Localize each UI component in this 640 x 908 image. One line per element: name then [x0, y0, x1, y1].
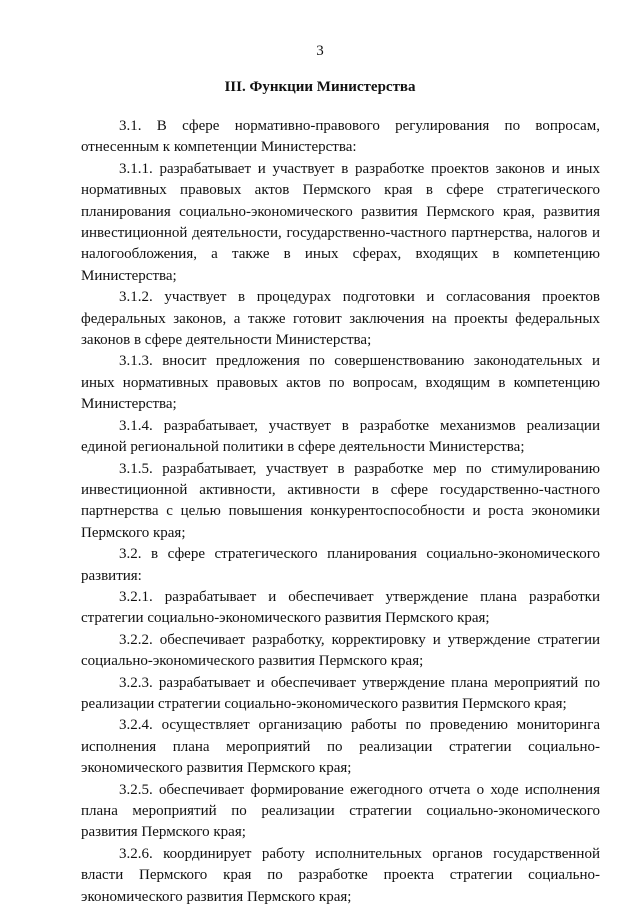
paragraph-3-2-4: 3.2.4. осуществляет организацию работы по проведению мониторинга исполнения плана мероприятий по реализации стратегии социально-экономического развития Пермского края; [81, 717, 600, 777]
paragraph-3-1-4: 3.1.4. разрабатывает, участвует в разработке механизмов реализации единой региональной политики в сфере деятельности Министерства; [81, 417, 600, 456]
paragraph-3-2-3: 3.2.3. разрабатывает и обеспечивает утверждение плана мероприятий по реализации стратегии социально-экономического развития Пермского края; [81, 674, 600, 712]
paragraph-3-1-1: 3.1.1. разрабатывает и участвует в разработке проектов законов и иных нормативных правовых актов Пермского края в сфере стратегического планирования социально-экономического развития Пермского края, развития инвестиционной деятельности, государственно-частного партнерства, налогов и налогообложения, а также в иных сферах, входящих в компетенцию Министерства; [81, 160, 600, 284]
paragraph-3-1: 3.1. В сфере нормативно-правового регулирования по вопросам, отнесенным к компетенции Министерства: [81, 118, 600, 156]
paragraph-3-2-2: 3.2.2. обеспечивает разработку, корректировку и утверждение стратегии социально-экономического развития Пермского края; [81, 631, 600, 670]
paragraph-3-2: 3.2. в сфере стратегического планирования социально-экономического развития: [81, 546, 600, 584]
paragraph-3-1-3: 3.1.3. вносит предложения по совершенствованию законодательных и иных нормативных правовых актов по вопросам, входящим в компетенцию Министерства; [81, 353, 600, 413]
document-body [81, 116, 600, 908]
paragraph-3-2-5: 3.2.5. обеспечивает формирование ежегодного отчета о ходе исполнения плана мероприятий по реализации стратегии социально-экономического развития Пермского края; [81, 781, 600, 841]
paragraph-3-1-2: 3.1.2. участвует в процедурах подготовки и согласования проектов федеральных законов, а также готовит заключения на проекты федеральных законов в сфере деятельности Министерства; [81, 289, 600, 349]
paragraph-3-2-6: 3.2.6. координирует работу исполнительных органов государственной власти Пермского края по разработке проекта стратегии социально-экономического развития Пермского края; [81, 845, 600, 905]
paragraph-3-1-5: 3.1.5. разрабатывает, участвует в разработке мер по стимулированию инвестиционной активности, активности в сфере государственно-частного партнерства с целью повышения конкурентоспособности и роста экономики Пермского края; [81, 460, 600, 541]
section-title: III. Функции Министерства [224, 79, 416, 95]
paragraph-3-2-1: 3.2.1. разрабатывает и обеспечивает утверждение плана разработки стратегии социально-экономического развития Пермского края; [81, 588, 600, 627]
page-number: 3 [316, 43, 324, 59]
